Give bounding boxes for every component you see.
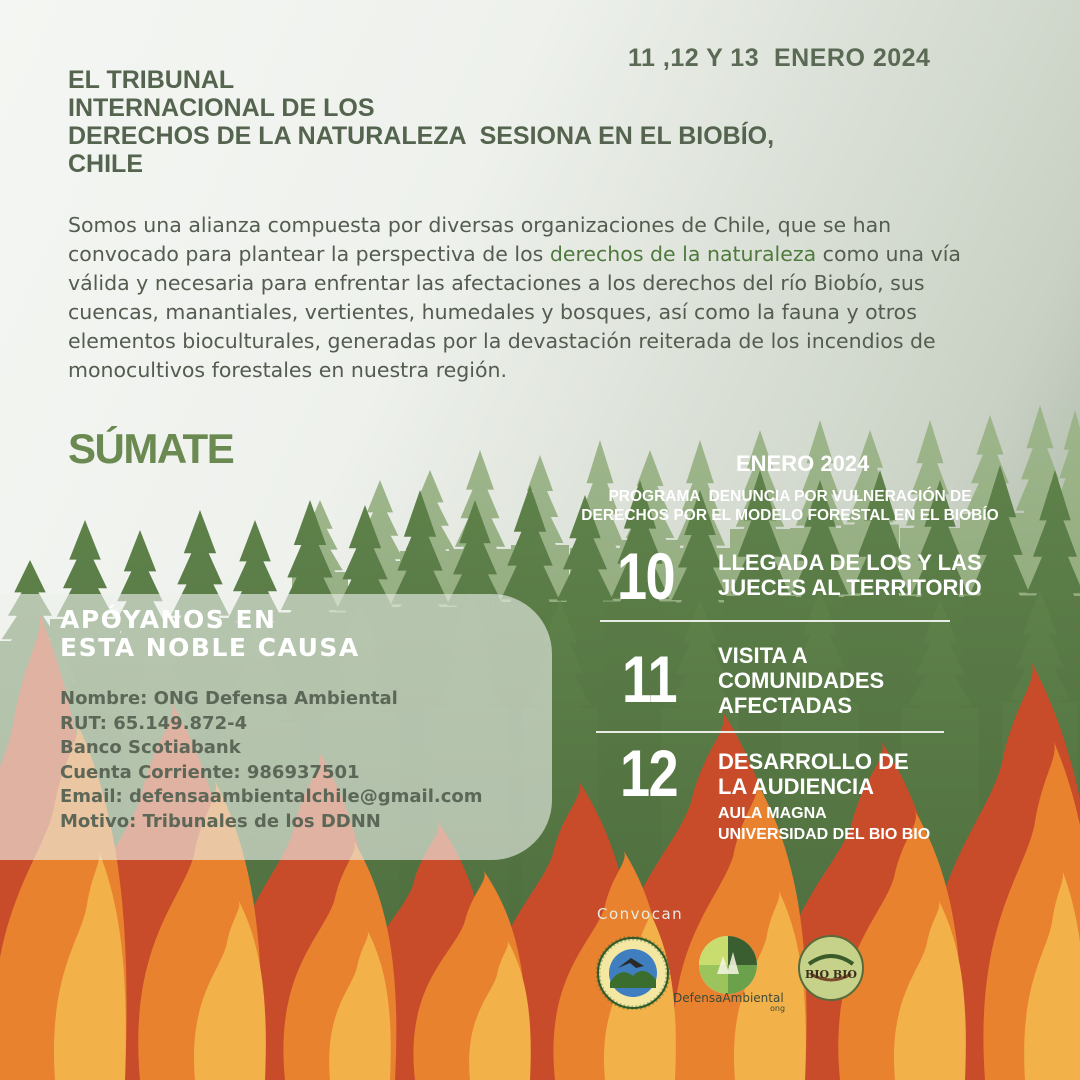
defensa-ambiental-wordmark: DefensaAmbiental — [673, 991, 784, 1005]
event-line: COMUNIDADES — [718, 668, 885, 693]
program-month: ENERO 2024 — [736, 451, 870, 476]
event-day-number: 12 — [620, 736, 677, 810]
event-description — [718, 749, 909, 799]
event-description — [718, 643, 884, 718]
event-description — [718, 550, 982, 600]
biobio-logo-text: BIO BIO — [805, 968, 857, 981]
donation-reason: Motivo: Tribunales de los DDNN — [60, 810, 381, 832]
biobio-logo — [797, 934, 865, 1002]
title-line: EL TRIBUNAL — [68, 66, 235, 94]
intro-paragraph — [68, 211, 998, 385]
donation-account: Cuenta Corriente: 986937501 — [60, 761, 360, 783]
event-venue — [718, 803, 930, 845]
event-line: JUECES AL TERRITORIO — [718, 575, 982, 600]
program-heading-line: DERECHOS POR EL MODELO FORESTAL EN EL BIOBÍO — [581, 507, 999, 524]
event-line: VISITA A — [718, 643, 808, 668]
call-to-action: SÚMATE — [68, 425, 234, 472]
event-venue-line: UNIVERSIDAD DEL BIO BIO — [718, 826, 931, 843]
red-superacion-modelo-forestal-logo — [596, 936, 670, 1010]
event-line: LA AUDIENCIA — [718, 774, 875, 799]
page-title — [68, 66, 774, 178]
donation-email[interactable]: Email: defensaambientalchile@gmail.com — [60, 786, 483, 807]
program-heading — [520, 487, 1060, 525]
intro-text: Somos una alianza compuesta por diversas organizaciones de Chile, que se han convocado para plantear la perspectiva de los — [68, 213, 892, 266]
title-line: INTERNACIONAL DE LOS — [68, 94, 375, 122]
event-line: LLEGADA DE LOS Y LAS — [718, 550, 982, 575]
support-title — [60, 606, 360, 662]
intro-highlight: derechos de la naturaleza — [549, 242, 817, 266]
donation-name: Nombre: ONG Defensa Ambiental — [60, 688, 398, 709]
event-dates: 11 ,12 Y 13 ENERO 2024 — [628, 44, 931, 72]
program-heading-line: PROGRAMA DENUNCIA POR VULNERACIÓN DE — [608, 488, 972, 505]
event-day-number: 11 — [622, 642, 676, 716]
donation-info — [60, 687, 483, 834]
support-title-line: APÓYANOS EN — [60, 605, 277, 634]
event-divider — [600, 620, 950, 622]
title-line: CHILE — [68, 150, 143, 178]
title-line: DERECHOS DE LA NATURALEZA SESIONA EN EL BIOBÍO, — [68, 122, 775, 150]
event-divider — [596, 731, 944, 733]
event-line: AFECTADAS — [718, 693, 853, 718]
donation-rut: RUT: 65.149.872-4 — [60, 712, 248, 734]
support-title-line: ESTA NOBLE CAUSA — [60, 633, 360, 662]
defensa-ambiental-logo — [697, 934, 759, 996]
donation-bank: Banco Scotiabank — [60, 737, 241, 758]
event-line: DESARROLLO DE — [718, 749, 909, 774]
event-day-number: 10 — [617, 539, 674, 613]
event-venue-line: AULA MAGNA — [718, 805, 827, 822]
intro-text: como una vía válida y necesaria para enfrentar las afectaciones a los derechos del río Biobío, sus cuencas, manantiales, vertientes, humedales y bosques, así como la fauna y otros elementos bioculturales, generadas por la devastación reiterada de los incendios de monocultivos forestales en nuestra región. — [68, 242, 961, 382]
organizers-label: Convocan — [597, 905, 684, 923]
defensa-ambiental-suffix: ong — [770, 1004, 786, 1013]
